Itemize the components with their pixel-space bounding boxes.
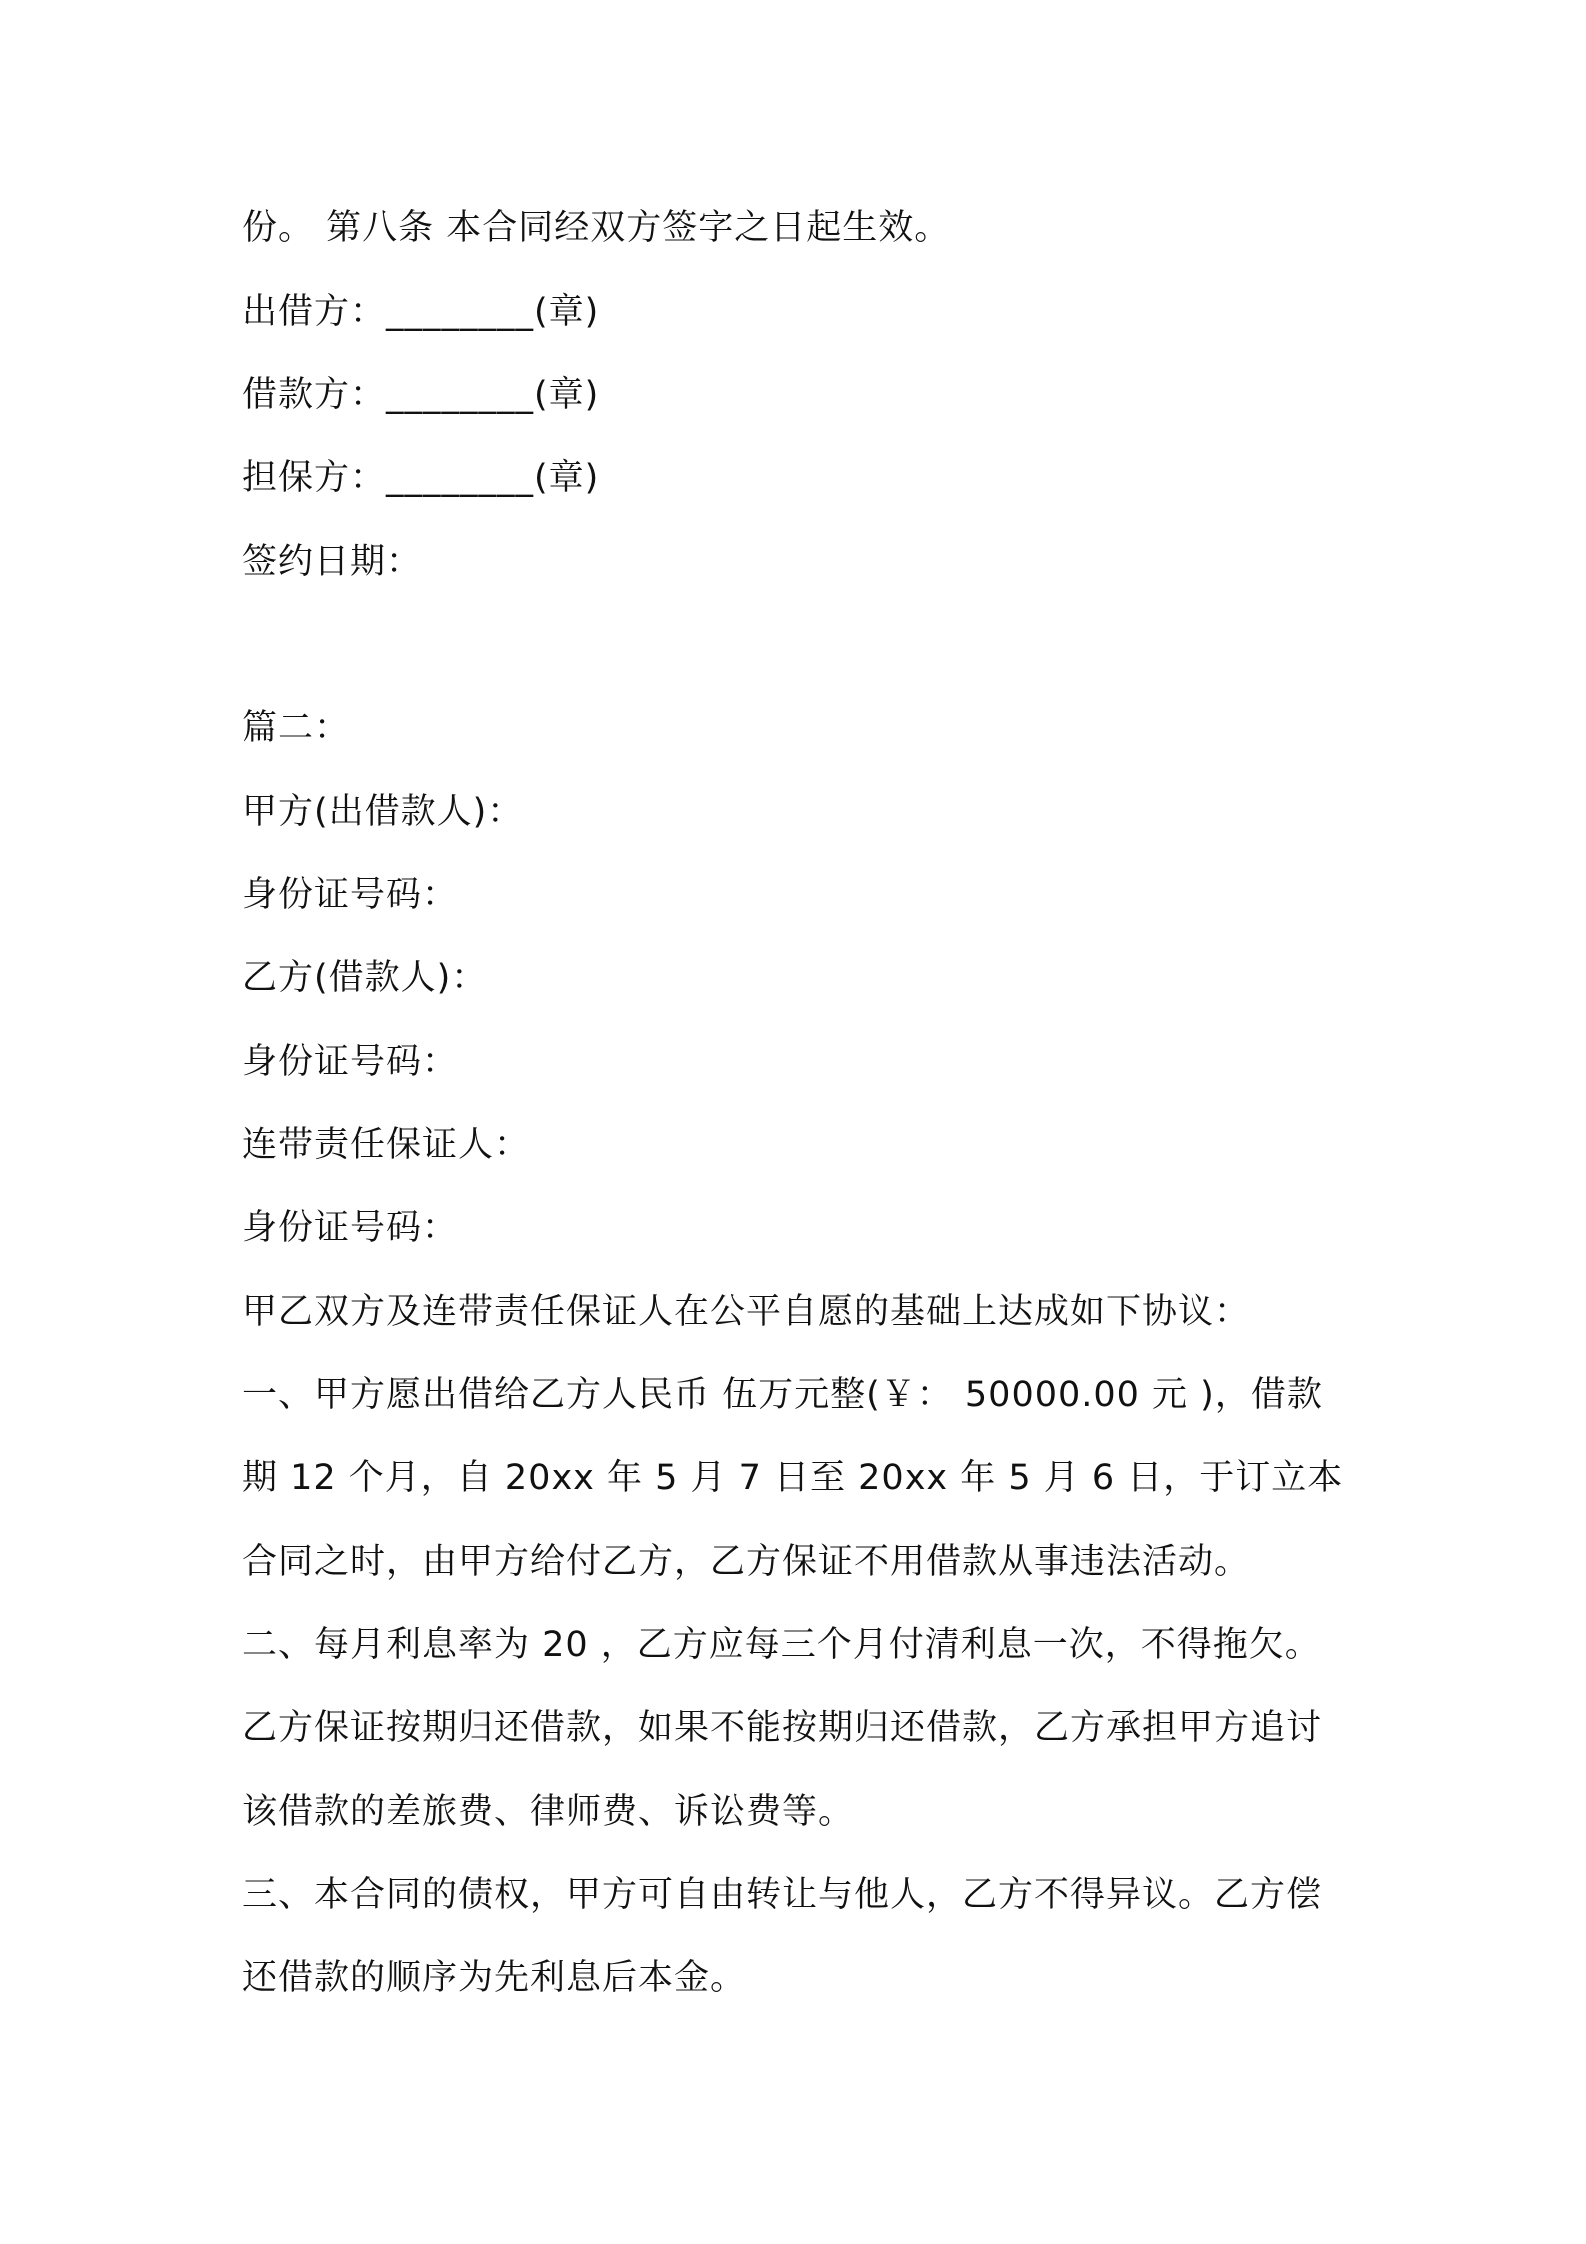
text-line-clause-2a: 二、每月利息率为 20 ，乙方应每三个月付清利息一次，不得拖欠。 [242,1625,1321,1665]
text-line-clause-2b: 乙方保证按期归还借款，如果不能按期归还借款，乙方承担甲方追讨 [242,1708,1323,1748]
text-line-id-number-g: 身份证号码： [242,1208,459,1248]
text-line-clause-1a: 一、甲方愿出借给乙方人民币 伍万元整(￥： 50000.00 元 )，借款 [242,1375,1323,1415]
text-line-guarantor: 连带责任保证人： [242,1125,531,1165]
text-line-clause-1c: 合同之时，由甲方给付乙方，乙方保证不用借款从事违法活动。 [242,1542,1251,1582]
text-line-guarantor-sign: 担保方：________(章) [242,458,600,498]
text-line-party-b: 乙方(借款人)： [242,958,488,998]
text-line-clause-2c: 该借款的差旅费、律师费、诉讼费等。 [242,1792,855,1832]
text-line-clause-3a: 三、本合同的债权，甲方可自由转让与他人，乙方不得异议。乙方偿 [242,1875,1323,1915]
text-line-id-number-b: 身份证号码： [242,1042,459,1082]
text-line-article-8: 份。 第八条 本合同经双方签字之日起生效。 [242,208,951,248]
text-line-lender-sign: 出借方：________(章) [242,292,600,332]
text-line-borrower-sign: 借款方：________(章) [242,375,600,415]
text-line-id-number-a: 身份证号码： [242,875,459,915]
text-line-party-a: 甲方(出借款人)： [242,792,524,832]
text-line-sign-date: 签约日期： [242,542,423,582]
text-line-clause-1b: 期 12 个月，自 20xx 年 5 月 7 日至 20xx 年 5 月 6 日，于订立本 [242,1458,1344,1498]
text-line-clause-3b: 还借款的顺序为先利息后本金。 [242,1958,747,1998]
section-heading-part-two: 篇二： [242,708,351,748]
text-line-agreement-intro: 甲乙双方及连带责任保证人在公平自愿的基础上达成如下协议： [242,1292,1251,1332]
